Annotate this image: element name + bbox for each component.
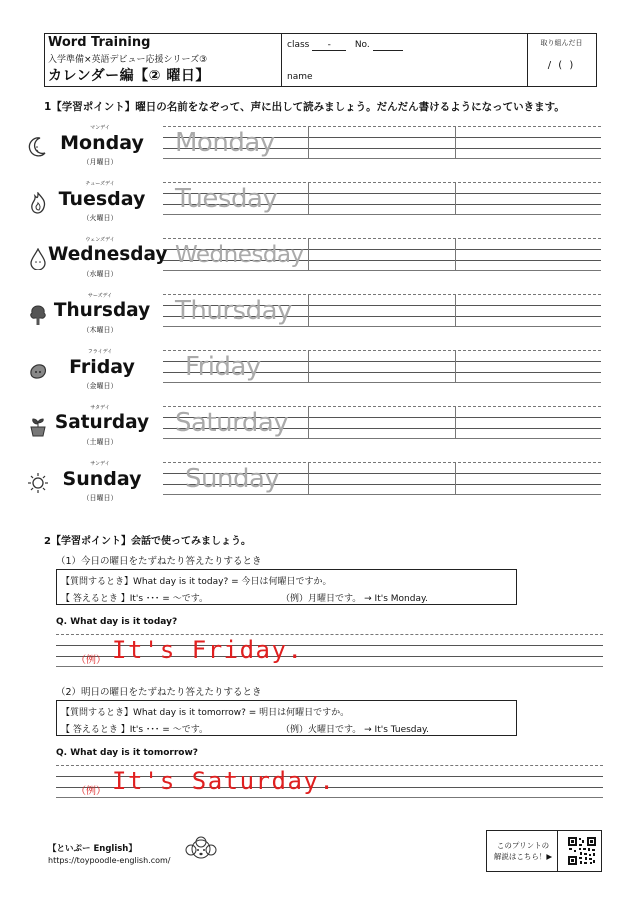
day-name: Friday xyxy=(69,356,135,378)
part2-subtitle: （2）明日の曜日をたずねたり答えたりするとき xyxy=(56,687,262,698)
tree-icon xyxy=(28,304,48,326)
part1-explanation-box xyxy=(56,569,517,605)
class-field[interactable]: - xyxy=(312,40,346,51)
day-label-wednesday xyxy=(18,236,168,284)
moon-icon xyxy=(28,136,48,158)
part2-example-mark: （例） xyxy=(76,786,106,797)
part1-example-line: （例）月曜日です。 → It's Monday. xyxy=(281,594,428,604)
print-note-1: このプリントの xyxy=(496,841,550,850)
sprout-pot-icon xyxy=(28,416,48,438)
day-japanese: （水曜日） xyxy=(82,270,118,278)
number-field[interactable] xyxy=(373,40,403,51)
tracing-word: Sunday xyxy=(185,464,280,494)
day-name: Thursday xyxy=(53,300,151,321)
part1-answer-line: 【 答えるとき 】It's ･･･ = ～です。 xyxy=(61,594,208,604)
part1-writing-lines[interactable] xyxy=(56,634,603,667)
unit-title: カレンダー編【② 曜日】 xyxy=(48,68,210,84)
part2-question: Q. What day is it tomorrow? xyxy=(56,748,199,758)
day-label-thursday xyxy=(18,292,158,340)
tracing-lines-saturday[interactable] xyxy=(163,406,601,439)
worksheet-title: Word Training xyxy=(48,35,151,50)
day-name: Sunday xyxy=(62,468,142,490)
no-label: No. xyxy=(354,40,370,50)
tracing-lines-monday[interactable] xyxy=(163,126,601,159)
day-label-monday xyxy=(18,124,158,172)
part1-subtitle: （1）今日の曜日をたずねたり答えたりするとき xyxy=(56,556,262,567)
class-cell xyxy=(281,34,528,86)
day-label-friday xyxy=(18,348,158,396)
part1-question: Q. What day is it today? xyxy=(56,617,178,627)
qr-code-icon[interactable] xyxy=(567,836,597,866)
class-label: class xyxy=(287,40,310,50)
day-japanese: （木曜日） xyxy=(82,326,118,334)
day-ruby: サタデイ xyxy=(90,405,110,411)
name-label: name xyxy=(287,72,313,82)
part2-writing-lines[interactable] xyxy=(56,765,603,798)
tracing-word: Friday xyxy=(185,352,261,382)
brand-name: 【といぷー English】 xyxy=(48,844,137,854)
sun-icon xyxy=(28,472,48,494)
part2-explanation-box xyxy=(56,700,517,736)
tracing-lines-wednesday[interactable] xyxy=(163,238,601,271)
day-ruby: マンデイ xyxy=(90,125,110,131)
tracing-lines-tuesday[interactable] xyxy=(163,182,601,215)
day-japanese: （土曜日） xyxy=(82,438,118,446)
part2-example-line: （例）火曜日です。 → It's Tuesday. xyxy=(281,725,429,735)
brand-url[interactable]: https://toypoodle-english.com/ xyxy=(48,856,171,865)
section2-title: 2【学習ポイント】会話で使ってみましょう。 xyxy=(44,536,251,547)
day-label-tuesday xyxy=(18,180,158,228)
part1-example-answer: It's Friday. xyxy=(112,636,304,664)
day-ruby: フライデイ xyxy=(87,349,113,355)
title-cell xyxy=(45,34,282,86)
date-label: 取り組んだ日 xyxy=(540,39,583,47)
tracing-lines-thursday[interactable] xyxy=(163,294,601,327)
header-box xyxy=(44,33,597,87)
print-note-2: 解説はこちら！▶ xyxy=(493,852,553,861)
explanation-link-box[interactable] xyxy=(486,830,602,872)
gold-nugget-icon xyxy=(28,360,48,382)
day-japanese: （日曜日） xyxy=(82,494,118,502)
tracing-lines-sunday[interactable] xyxy=(163,462,601,495)
tracing-word: Thursday xyxy=(175,296,292,326)
part2-ask-line: 【質問するとき】What day is it tomorrow? = 明日は何曜日ですか。 xyxy=(61,708,350,718)
day-label-sunday xyxy=(18,460,158,508)
tracing-word: Wednesday xyxy=(175,242,304,268)
fire-icon xyxy=(28,192,48,214)
day-ruby: サンデイ xyxy=(90,461,110,467)
poodle-icon xyxy=(182,836,220,866)
series-label: 入学準備×英語デビュー応援シリーズ③ xyxy=(48,55,208,65)
tracing-word: Saturday xyxy=(175,408,289,438)
day-name: Wednesday xyxy=(48,244,168,265)
section1-title: 1【学習ポイント】曜日の名前をなぞって、声に出して読みましょう。だんだん書けるようになっていきます。 xyxy=(44,101,565,113)
part1-example-mark: （例） xyxy=(76,655,106,666)
tracing-word: Tuesday xyxy=(175,184,278,214)
day-label-saturday xyxy=(18,404,158,452)
day-ruby: チューズデイ xyxy=(85,181,115,187)
day-ruby: ウェンズデイ xyxy=(85,237,115,243)
day-japanese: （火曜日） xyxy=(82,214,118,222)
day-name: Tuesday xyxy=(58,188,146,210)
water-drop-icon xyxy=(28,248,48,270)
tracing-word: Monday xyxy=(175,128,275,158)
part2-answer-line: 【 答えるとき 】It's ･･･ = ～です。 xyxy=(61,725,208,735)
day-japanese: （月曜日） xyxy=(82,158,118,166)
date-field[interactable]: / ( ) xyxy=(547,60,576,71)
part1-ask-line: 【質問するとき】What day is it today? = 今日は何曜日ですか。 xyxy=(61,577,332,587)
tracing-lines-friday[interactable] xyxy=(163,350,601,383)
day-japanese: （金曜日） xyxy=(82,382,118,390)
date-cell xyxy=(527,34,596,86)
day-name: Monday xyxy=(60,132,144,154)
day-ruby: サーズデイ xyxy=(87,293,113,299)
part2-example-answer: It's Saturday. xyxy=(112,767,336,795)
day-name: Saturday xyxy=(54,412,150,433)
